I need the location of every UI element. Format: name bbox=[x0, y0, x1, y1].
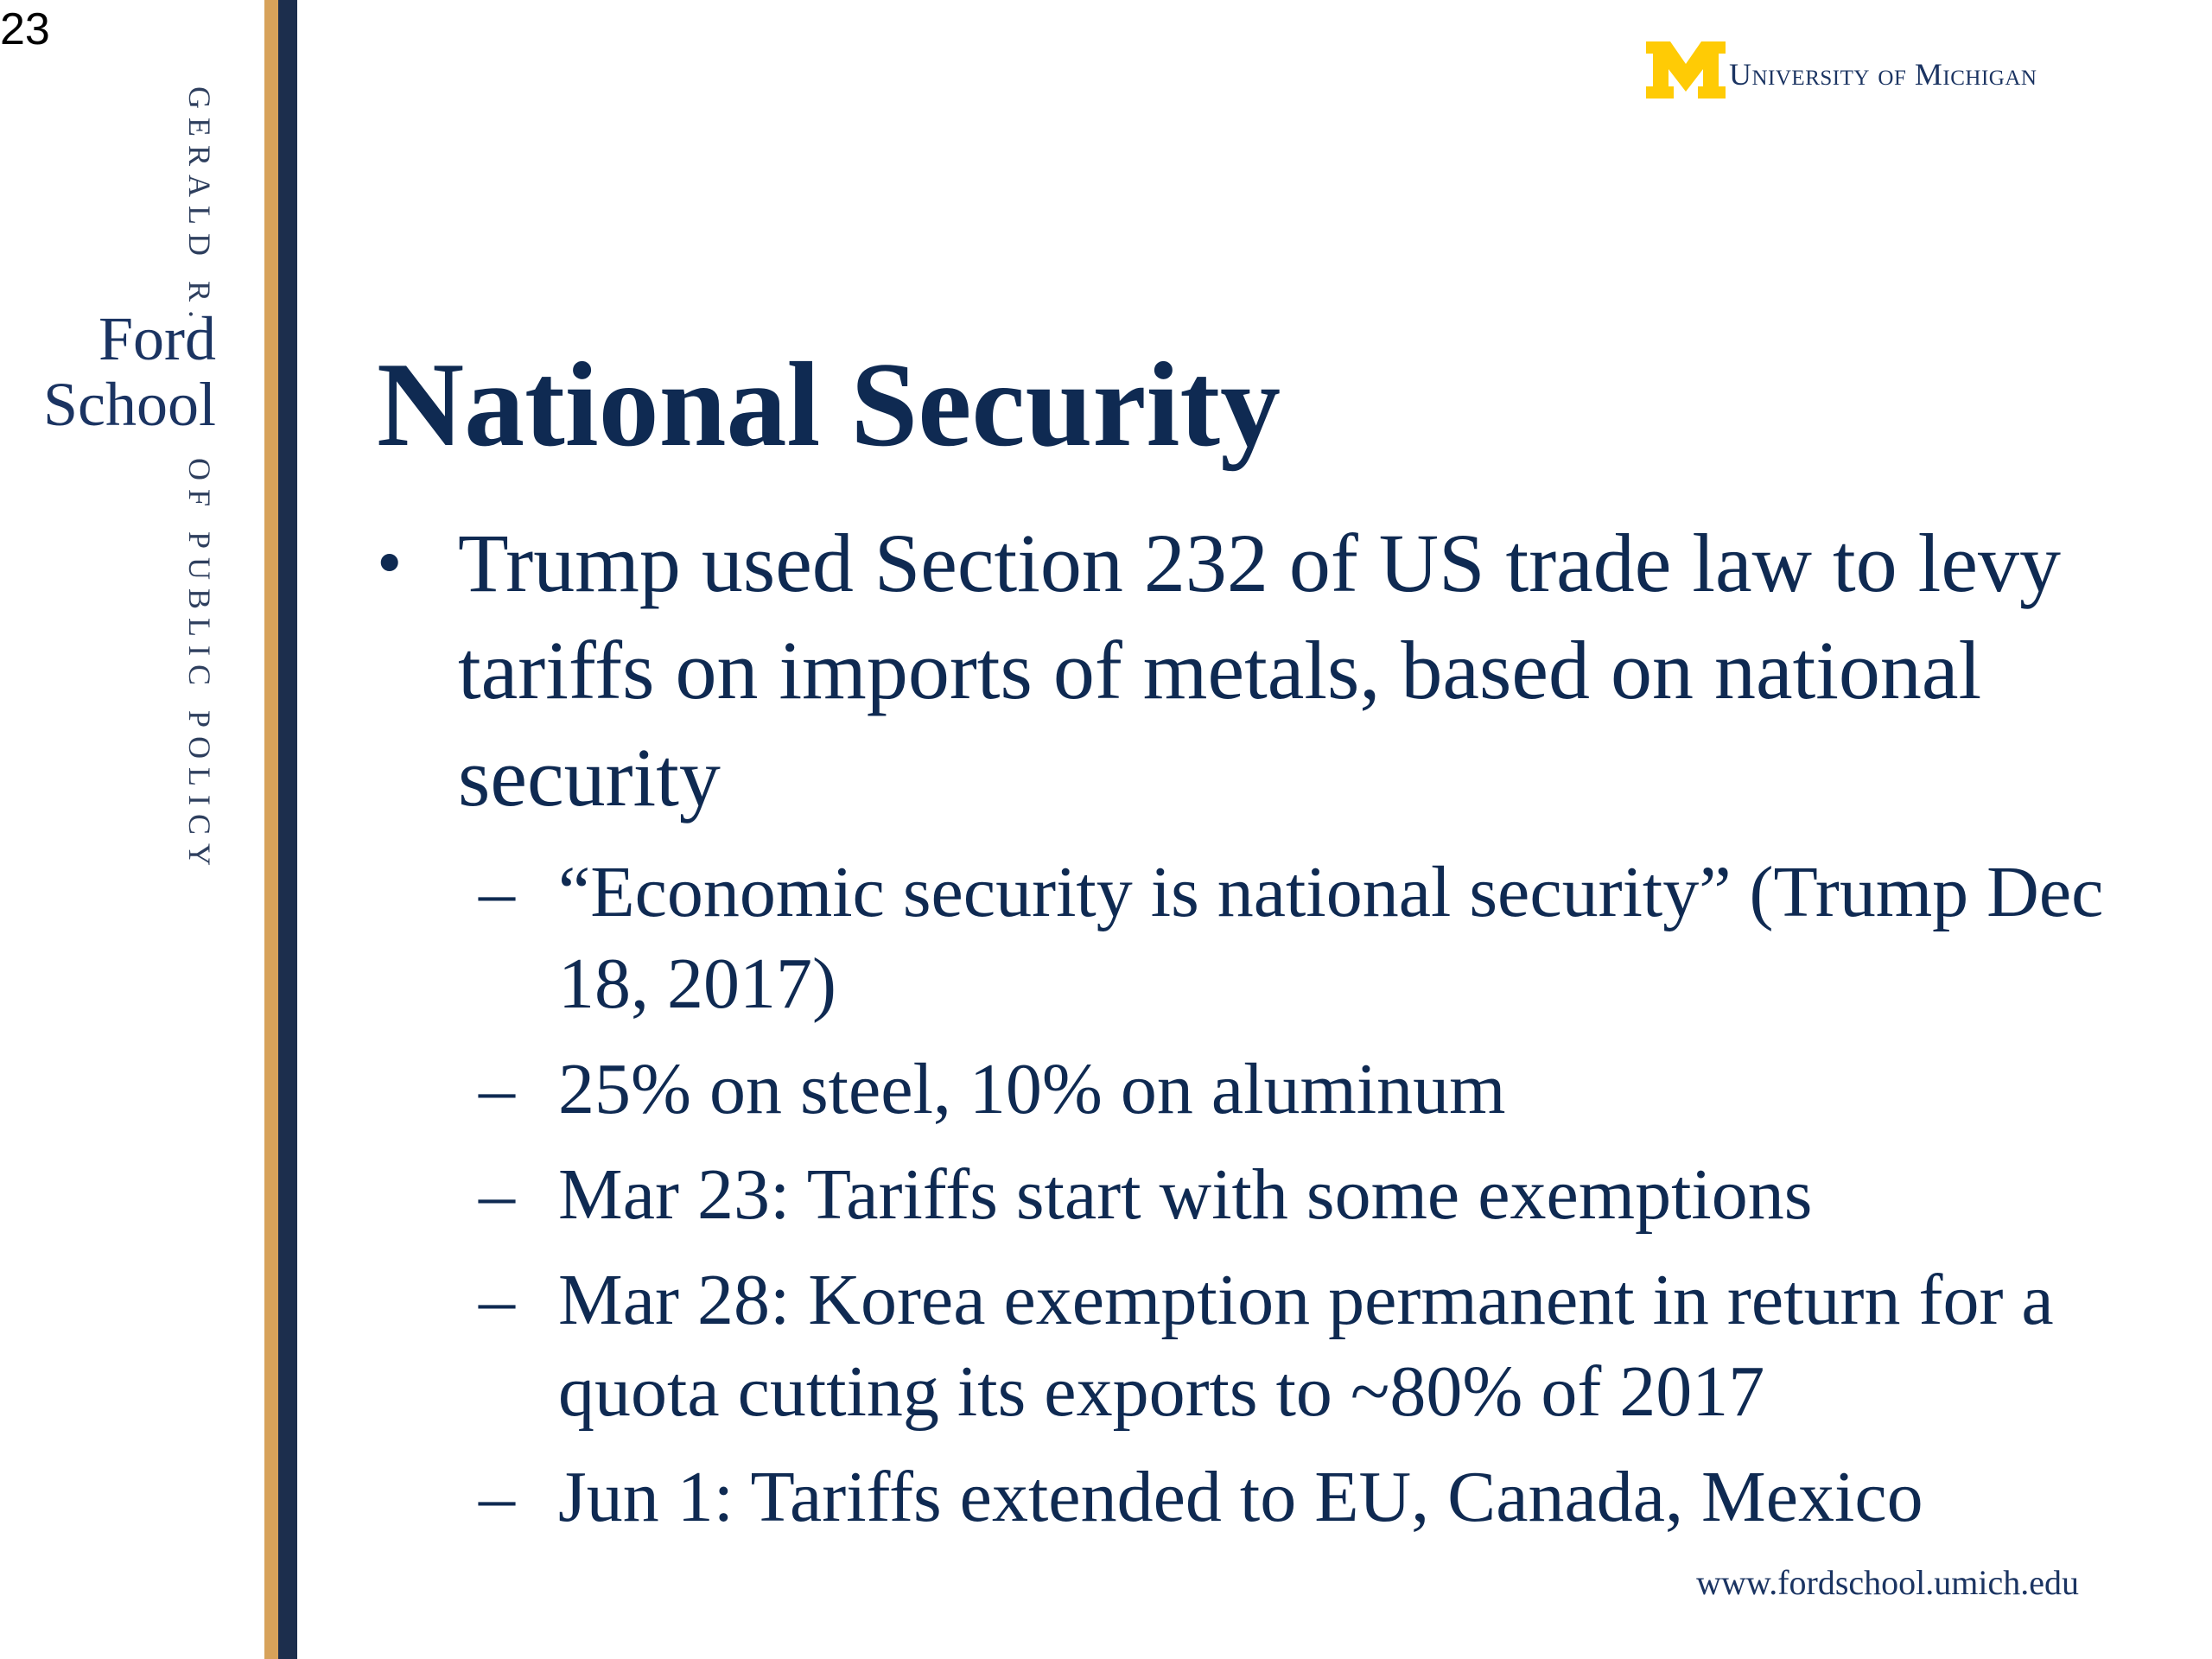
slide-title: National Security bbox=[377, 338, 1281, 472]
brand-school-word: School bbox=[42, 370, 216, 439]
dash-marker: – bbox=[479, 1049, 515, 1129]
sub-bullet-item bbox=[377, 1452, 2105, 1543]
sub-bullet-item bbox=[377, 1149, 2105, 1241]
sub-bullet-item bbox=[377, 847, 2105, 1030]
main-bullet bbox=[377, 510, 2105, 831]
sub-bullet-item bbox=[377, 1255, 2105, 1438]
brand-vertical-gerald: GERALD R. bbox=[182, 86, 217, 327]
dash-marker: – bbox=[479, 1260, 515, 1340]
brand-vertical-public-policy: OF PUBLIC POLICY bbox=[182, 458, 217, 875]
sub-bullet-text: Mar 23: Tariffs start with some exemptions bbox=[558, 1154, 1813, 1235]
slide-content bbox=[377, 510, 2105, 1557]
sub-bullet-text: 25% on steel, 10% on aluminum bbox=[558, 1049, 1506, 1129]
university-logo bbox=[1646, 31, 2037, 99]
sub-bullet-list bbox=[377, 847, 2105, 1543]
dash-marker: – bbox=[479, 852, 515, 932]
gold-divider-bar bbox=[264, 0, 278, 1659]
bullet-dot-icon: • bbox=[377, 523, 403, 603]
sub-bullet-text: Mar 28: Korea exemption permanent in return for a quota cutting its exports to ~80% of 2017 bbox=[558, 1260, 2054, 1432]
dash-marker: – bbox=[479, 1457, 515, 1537]
slide-number: 23 bbox=[0, 4, 50, 54]
sub-bullet-text: “Economic security is national security” (Trump Dec 18, 2017) bbox=[558, 852, 2104, 1024]
sub-bullet-text: Jun 1: Tariffs extended to EU, Canada, Mexico bbox=[558, 1457, 1923, 1537]
main-bullet-text: Trump used Section 232 of US trade law to levy tariffs on imports of metals, based on national security bbox=[458, 517, 2061, 823]
dash-marker: – bbox=[479, 1154, 515, 1235]
block-m-icon bbox=[1646, 41, 1726, 99]
brand-ford-word: Ford bbox=[98, 304, 216, 373]
footer-url: www.fordschool.umich.edu bbox=[1696, 1563, 2079, 1602]
university-name: University of Michigan bbox=[1729, 57, 2037, 92]
sub-bullet-item bbox=[377, 1044, 2105, 1135]
navy-divider-bar bbox=[278, 0, 297, 1659]
